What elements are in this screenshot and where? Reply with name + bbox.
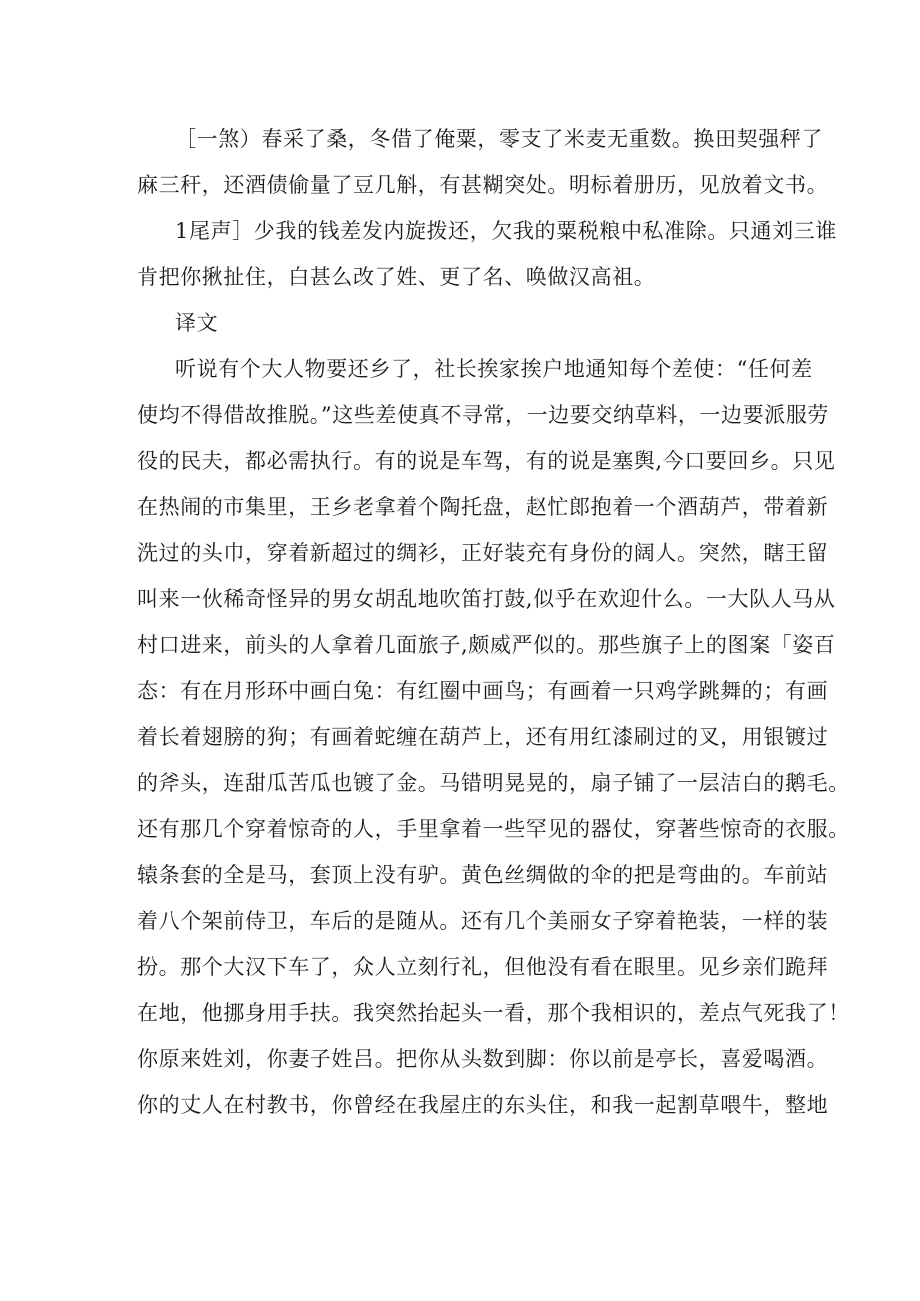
document-body	[137, 116, 850, 1128]
para3-line-9: 着长着翅膀的狗；有画着蛇缠在葫芦上，还有用红漆刷过的叉，用银镀过	[137, 725, 829, 749]
para2-line-1: 1尾声］少我的钱差发内旋拨还，欠我的粟税粮中私准除。只通刘三谁	[175, 219, 837, 243]
para3-line-10: 的斧头，连甜瓜苦瓜也镀了金。马错明晃晃的，扇子铺了一层洁白的鹅毛。	[137, 771, 850, 795]
para1-line-2: 麻三秆，还酒债偷量了豆几斛，有甚糊突处。明标着册历，见放着文书。	[137, 173, 829, 197]
para3-line-13: 着八个架前侍卫，车后的是随从。还有几个美丽女子穿着艳装，一样的装	[137, 909, 829, 933]
para3-line-11: 还有那几个穿着惊奇的人，手里拿着一些罕见的器仗，穿著些惊奇的衣服。	[137, 817, 850, 841]
para3-line-15: 在地，他挪身用手扶。我突然抬起头一看，那个我相识的，差点气死我了！	[137, 1001, 850, 1025]
para1-line-1: ［一煞）春采了桑，冬借了俺粟，零支了米麦无重数。换田契强秤了	[175, 127, 823, 151]
para3-line-3: 役的民夫，都必需执行。有的说是车驾，有的说是塞舆,今口要回乡。只见	[137, 449, 836, 473]
para3-line-1: 听说有个大人物要还乡了，社长挨家挨户地通知每个差使：“任何差	[175, 357, 813, 381]
section-heading: 译文	[175, 311, 219, 335]
para2-line-2: 肯把你揪扯住，白甚么改了姓、更了名、唤做汉高祖。	[137, 265, 656, 289]
para3-line-16: 你原来姓刘，你妻子姓吕。把你从头数到脚：你以前是亭长，喜爱喝酒。	[137, 1047, 829, 1071]
para3-line-2: 使均不得借故推脱。”这些差使真不寻常，一边要交纳草料，一边要派服劳	[137, 403, 830, 427]
para3-line-6: 叫来一伙稀奇怪异的男女胡乱地吹笛打鼓,似乎在欢迎什么。一大队人马从	[137, 587, 836, 611]
para3-line-14: 扮。那个大汉下车了，众人立刻行礼，但他没有看在眼里。见乡亲们跪拜	[137, 955, 829, 979]
para3-line-4: 在热闹的市集里，王乡老拿着个陶托盘，赵忙郎抱着一个酒葫芦，带着新	[137, 495, 829, 519]
para3-line-7: 村口进来，前头的人拿着几面旅子,颇威严似的。那些旗子上的图案「姿百	[137, 633, 836, 657]
para3-line-17: 你的丈人在村教书，你曾经在我屋庄的东头住，和我一起割草喂牛，整地	[137, 1093, 829, 1117]
para3-line-5: 洗过的头巾，穿着新超过的绸衫，正好装充有身份的阔人。突然，瞎王留	[137, 541, 829, 565]
para3-line-12: 辕条套的全是马，套顶上没有驴。黄色丝绸做的伞的把是弯曲的。车前站	[137, 863, 829, 887]
para3-line-8: 态：有在月形环中画白兔：有红圈中画鸟；有画着一只鸡学跳舞的；有画	[137, 679, 829, 703]
